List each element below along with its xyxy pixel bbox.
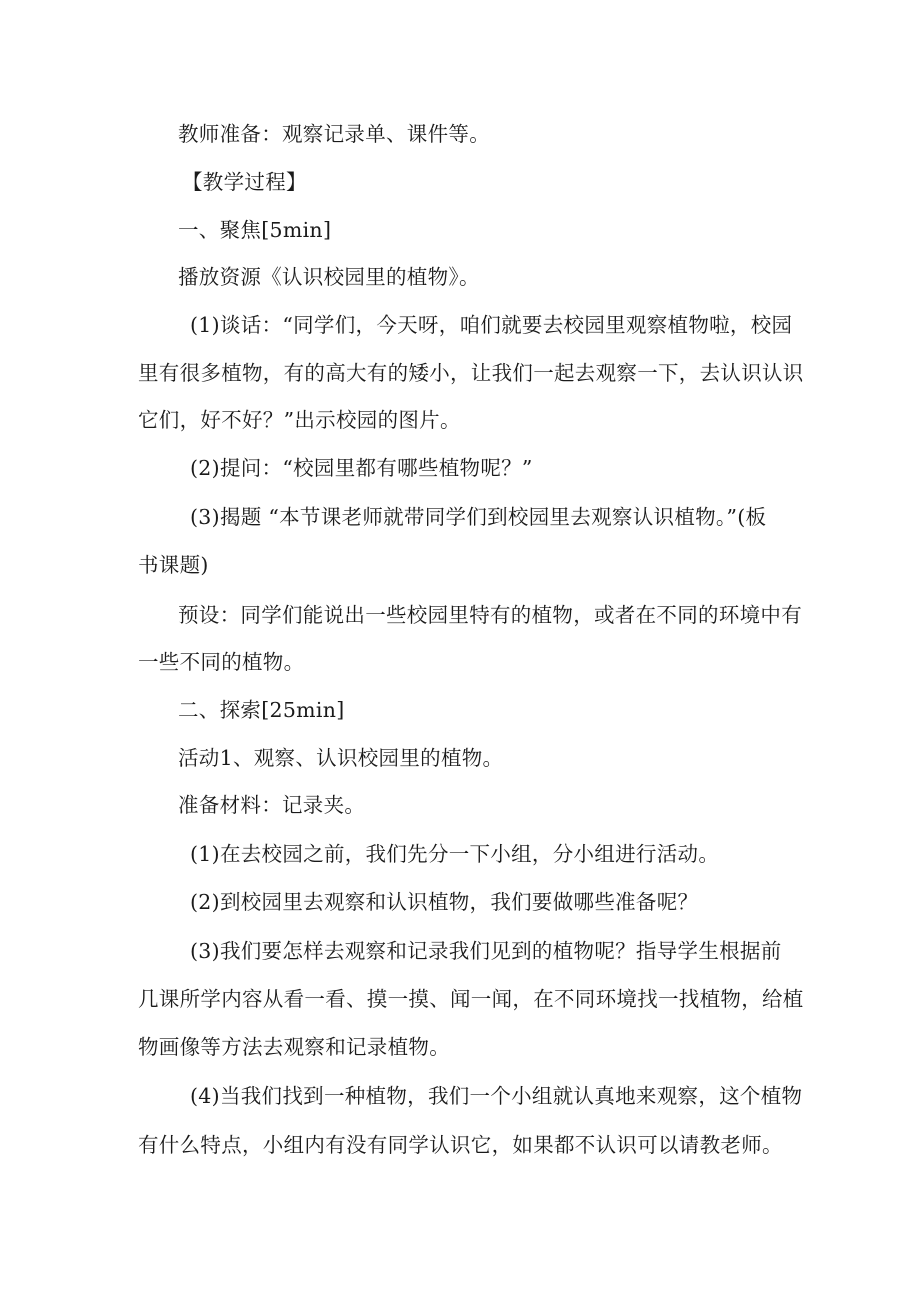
paragraph-reveal-topic-line-2: 书课题) — [138, 553, 209, 577]
paragraph-step-3-line-1: (3)我们要怎样去观察和记录我们见到的植物呢？指导学生根据前 — [190, 939, 782, 963]
paragraph-question: (2)提问：“校园里都有哪些植物呢？” — [190, 456, 533, 480]
paragraph-step-3-line-2: 几课所学内容从看一看、摸一摸、闻一闻，在不同环境找一找植物，给植 — [138, 987, 804, 1011]
paragraph-preset-line-2: 一些不同的植物。 — [138, 650, 305, 674]
paragraph-step-4-line-1: (4)当我们找到一种植物，我们一个小组就认真地来观察，这个植物 — [190, 1084, 803, 1108]
paragraph-step-2: (2)到校园里去观察和认识植物，我们要做哪些准备呢？ — [190, 890, 699, 914]
section-heading-focus: 一、聚焦[5min] — [178, 218, 332, 242]
paragraph-step-4-line-2: 有什么特点，小组内有没有同学认识它，如果都不认识可以请教老师。 — [138, 1133, 783, 1157]
paragraph-preset-line-1: 预设：同学们能说出一些校园里特有的植物，或者在不同的环境中有 — [178, 603, 802, 627]
paragraph-step-1: (1)在去校园之前，我们先分一下小组，分小组进行活动。 — [190, 842, 720, 866]
paragraph-activity-1: 活动1、观察、认识校园里的植物。 — [178, 746, 504, 770]
paragraph-talk-line-2: 里有很多植物，有的高大有的矮小，让我们一起去观察一下，去认识认识 — [138, 361, 804, 385]
paragraph-talk-line-3: 它们，好不好？”出示校园的图片。 — [138, 408, 461, 432]
section-heading-teaching-process: 【教学过程】 — [182, 170, 307, 194]
section-heading-explore: 二、探索[25min] — [178, 698, 345, 722]
paragraph-play-resource: 播放资源《认识校园里的植物》。 — [178, 265, 480, 289]
paragraph-talk-line-1: (1)谈话：“同学们，今天呀，咱们就要去校园里观察植物啦，校园 — [190, 313, 793, 337]
paragraph-reveal-topic-line-1: (3)揭题 “本节课老师就带同学们到校园里去观察认识植物。”(板 — [190, 505, 767, 529]
paragraph-step-3-line-3: 物画像等方法去观察和记录植物。 — [138, 1035, 450, 1059]
paragraph-teacher-preparation: 教师准备：观察记录单、课件等。 — [178, 122, 490, 146]
paragraph-materials: 准备材料：记录夹。 — [178, 793, 366, 817]
